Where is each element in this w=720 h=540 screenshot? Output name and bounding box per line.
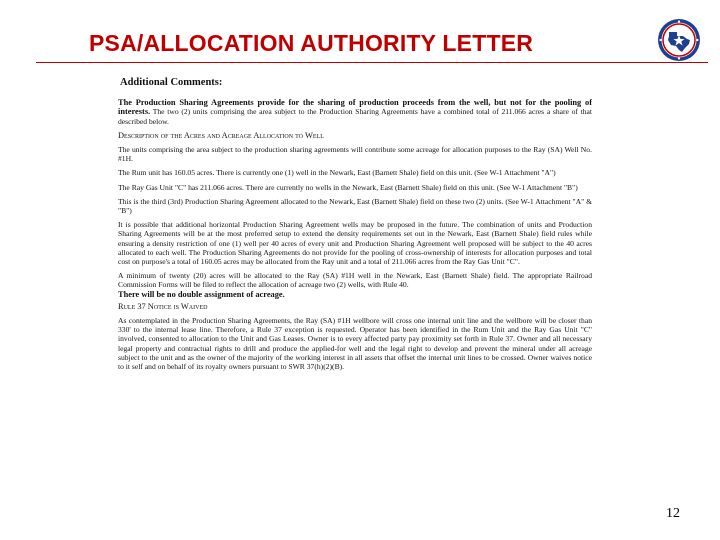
page-number: 12 <box>666 506 680 521</box>
texas-seal-icon <box>657 18 701 62</box>
intro-bold-text: The Production Sharing Agreements provide for the sharing of production proceeds from the well, but not for the pooling of interests. <box>118 98 592 117</box>
paragraph-future-wells: It is possible that additional horizontal Production Sharing Agreement wells may be proposed in the future. The combination of units and Production Sharing Agreements will be at the most preferred setup to extend the density requirements set out in the Newark, East (Barnett Shale) field rules while ensuring a density restriction of one (1) well per 40 acres of every unit and Production Sharing Agreement well proposed will be subject to the 40 acres allocated to each well. The Production Sharing Agreements do not provide for the pooling of cross-ownership of interests for allocation purposes and total cost on purpose's a total of 160.05 acres may be allocated from the Ray unit and a total of 211.066 acres from the Ray Gas Unit "C". <box>118 220 592 267</box>
document-heading: Additional Comments: <box>120 77 223 88</box>
paragraph-rule37: As contemplated in the Production Sharing Agreements, the Ray (SA) #1H wellbore will cross one internal unit line and the wellbore will be closer than 330' to the internal lease line. Therefore, a Rule 37 exception is requested. Operator has been identified in the Rum Unit and the Ray Gas Unit "C" involved, consented to allocation to the Unit and Gas Leases. Owner is to every affected party pay proximity set forth in Rule 37. Owner and all necessary legal property and contractual rights to drill and produce the applied-for well and the legal right to develop and prevent the mineral under all acreage subject to the unit and as the owner of the majority of the working interest in all assets that offset the internal unit lines to be crossed. Owner waives notice to it self and on behalf of its royalty owners pursuant to SWR 37(h)(2)(B). <box>118 316 592 372</box>
scanned-document <box>118 76 592 508</box>
paragraph-units: The units comprising the area subject to the production sharing agreements will contribute some acreage for allocation purposes to the Ray (SA) Well No. #1H. <box>118 145 592 164</box>
no-double-assignment: There will be no double assignment of acreage. <box>118 289 285 299</box>
intro-text: The two (2) units comprising the area subject to the Production Sharing Agreements have a combined total of 211.066 acres a share of that described below. <box>118 107 592 126</box>
paragraph-ray-gas-unit: The Ray Gas Unit "C" has 211.066 acres. There are currently no wells in the Newark, East (Barnett Shale) field on this unit. (See W-1 Attachment "B") <box>118 182 578 192</box>
section-heading-rule37: Rule 37 Notice is Waived <box>118 301 208 311</box>
paragraph-intro <box>118 98 592 126</box>
title-divider <box>36 62 708 63</box>
paragraph-rum-unit: The Rum unit has 160.05 acres. There is currently one (1) well in the Newark, East (Barnett Shale) field on this unit. (See W-1 Attachment "A") <box>118 168 556 178</box>
section-heading-acreage: Description of the Acres and Acreage Allocation to Well <box>118 130 324 140</box>
paragraph-minimum-acres: A minimum of twenty (20) acres will be allocated to the Ray (SA) #1H well in the Newark, East (Barnett Shale) field. The appropriate Railroad Commission Forms will be filed to reflect the allocation of acreage two (2) wells, with Rule 40. <box>118 271 592 290</box>
slide-title: PSA/ALLOCATION AUTHORITY LETTER <box>89 30 534 56</box>
paragraph-third-psa: This is the third (3rd) Production Sharing Agreement allocated to the Newark, East (Barnett Shale) field on these two (2) units. (See W-1 Attachment "A" & "B") <box>118 196 592 216</box>
